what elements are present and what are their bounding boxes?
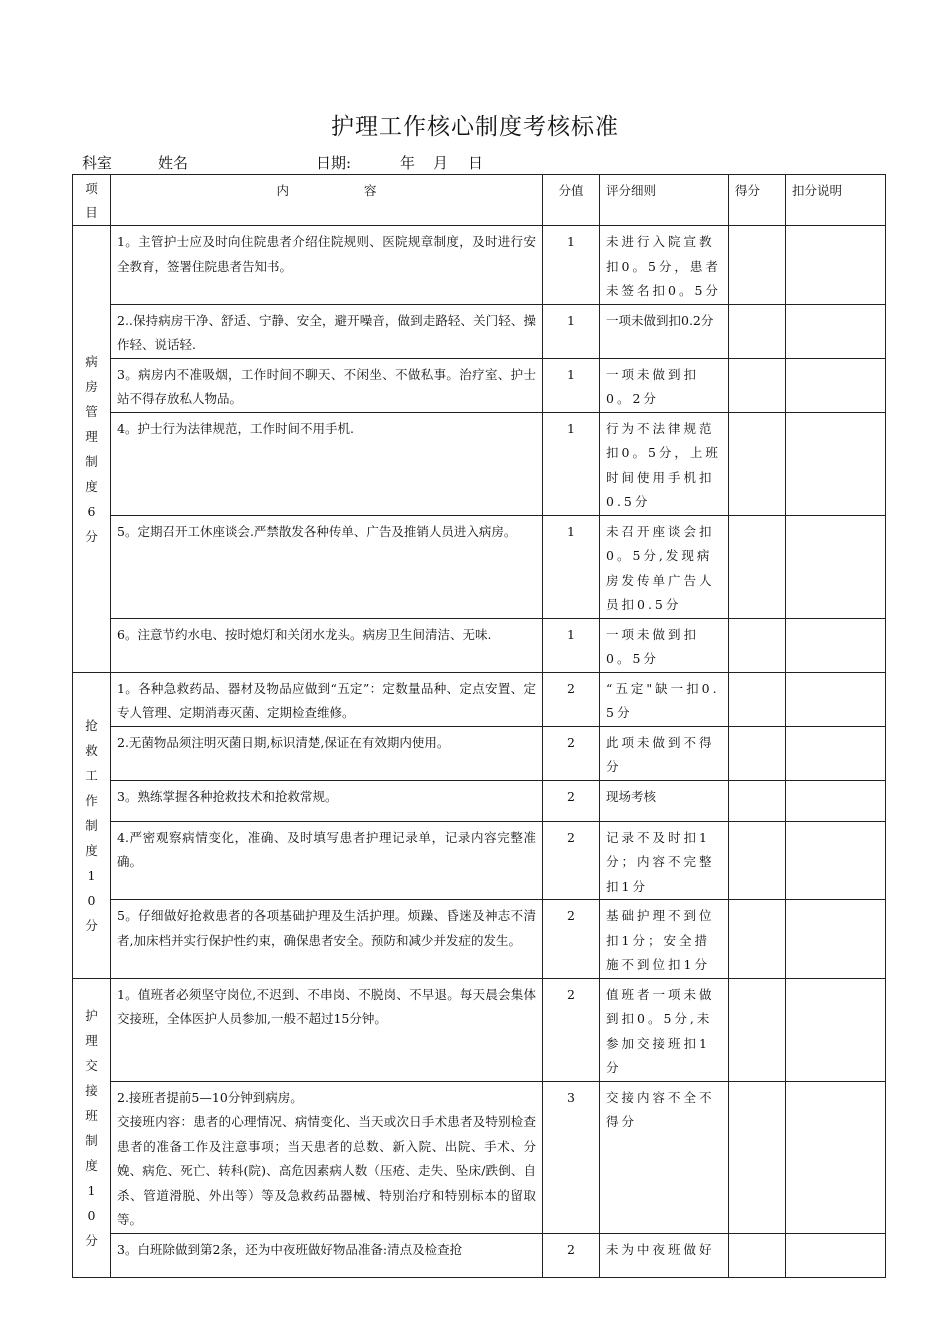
content-cell: 4.严密观察病情变化，准确、及时填写患者护理记录单，记录内容完整准确。 [111, 821, 543, 900]
score-cell: 2 [543, 821, 600, 900]
score-cell: 2 [543, 1233, 600, 1277]
score-cell: 1 [543, 358, 600, 412]
got-cell[interactable] [729, 900, 786, 979]
got-cell[interactable] [729, 780, 786, 821]
score-cell: 2 [543, 672, 600, 726]
content-cell: 4。护士行为法律规范，工作时间不用手机. [111, 412, 543, 515]
header-item: 项目 [73, 175, 111, 226]
deduct-note-cell[interactable] [786, 978, 886, 1081]
criteria-cell: 未召开座谈会扣0。5分,发现病房发传单广告人员扣0.5分 [600, 515, 729, 618]
content-cell: 3。病房内不准吸烟，工作时间不聊天、不闲坐、不做私事。治疗室、护士站不得存放私人物品。 [111, 358, 543, 412]
score-cell: 1 [543, 515, 600, 618]
content-cell: 3。熟练掌握各种抢救技术和抢救常规。 [111, 780, 543, 821]
criteria-cell: 未进行入院宣教扣0。5分，患者未签名扣0。5分 [600, 226, 729, 305]
table-row [73, 226, 886, 305]
criteria-cell: 此项未做到不得分 [600, 726, 729, 780]
deduct-note-cell[interactable] [786, 821, 886, 900]
dept-label: 科室 [82, 154, 113, 172]
criteria-cell: 记录不及时扣1分；内容不完整扣1分 [600, 821, 729, 900]
deduct-note-cell[interactable] [786, 672, 886, 726]
deduct-note-cell[interactable] [786, 304, 886, 358]
table-row [73, 515, 886, 618]
got-cell[interactable] [729, 1233, 786, 1277]
deduct-note-cell[interactable] [786, 358, 886, 412]
deduct-note-cell[interactable] [786, 412, 886, 515]
got-cell[interactable] [729, 726, 786, 780]
content-cell: 5。定期召开工休座谈会.严禁散发各种传单、广告及推销人员进入病房。 [111, 515, 543, 618]
content-cell: 3。白班除做到第2条，还为中夜班做好物品准备:清点及检查抢 [111, 1233, 543, 1277]
table-row [73, 412, 886, 515]
deduct-note-cell[interactable] [786, 1233, 886, 1277]
got-cell[interactable] [729, 978, 786, 1081]
deduct-note-cell[interactable] [786, 900, 886, 979]
criteria-cell: 一项未做到扣0。5分 [600, 618, 729, 672]
table-row [73, 1233, 886, 1277]
content-cell: 6。注意节约水电、按时熄灯和关闭水龙头。病房卫生间清洁、无味. [111, 618, 543, 672]
content-cell: 2..保持病房干净、舒适、宁静、安全，避开噪音，做到走路轻、关门轻、操作轻、说话轻. [111, 304, 543, 358]
criteria-cell: 一项未做到扣0.2分 [600, 304, 729, 358]
content-cell: 5。仔细做好抢救患者的各项基础护理及生活护理。烦躁、昏迷及神志不清者,加床档并实行保护性约束，确保患者安全。预防和减少并发症的发生。 [111, 900, 543, 979]
content-cell: 1。各种急救药品、器材及物品应做到“五定”：定数量品种、定点安置、定专人管理、定期消毒灭菌、定期检查维修。 [111, 672, 543, 726]
deduct-note-cell[interactable] [786, 780, 886, 821]
score-cell: 1 [543, 618, 600, 672]
header-criteria: 评分细则 [600, 175, 729, 226]
got-cell[interactable] [729, 358, 786, 412]
criteria-cell: 交接内容不全不得分 [600, 1081, 729, 1233]
got-cell[interactable] [729, 1081, 786, 1233]
score-cell: 2 [543, 900, 600, 979]
content-cell: 1。主管护士应及时向住院患者介绍住院规则、医院规章制度，及时进行安全教育，签署住院患者告知书。 [111, 226, 543, 305]
year-label: 年 [400, 154, 416, 172]
table-row [73, 726, 886, 780]
criteria-cell: 现场考核 [600, 780, 729, 821]
criteria-cell: 未为中夜班做好 [600, 1233, 729, 1277]
table-row [73, 821, 886, 900]
criteria-cell: 值班者一项未做到扣0。5分,未参加交接班扣1分 [600, 978, 729, 1081]
name-label: 姓名 [158, 154, 189, 172]
score-cell: 1 [543, 304, 600, 358]
header-score: 分值 [543, 175, 600, 226]
criteria-cell: 基础护理不到位扣1分；安全措施不到位扣1分 [600, 900, 729, 979]
category-cell: 抢救工作制度10分 [73, 672, 111, 978]
day-label: 日 [468, 154, 484, 172]
table-row [73, 304, 886, 358]
category-cell: 病房管理制度6分 [73, 226, 111, 673]
document-title: 护理工作核心制度考核标准 [331, 114, 619, 140]
content-cell: 2.无菌物品须注明灭菌日期,标识清楚,保证在有效期内使用。 [111, 726, 543, 780]
table-row [73, 780, 886, 821]
category-cell: 护理交接班制度10分 [73, 978, 111, 1277]
assessment-table [72, 174, 886, 1278]
got-cell[interactable] [729, 304, 786, 358]
deduct-note-cell[interactable] [786, 618, 886, 672]
criteria-cell: 一项未做到扣0。2分 [600, 358, 729, 412]
date-label: 日期: [316, 154, 352, 172]
score-cell: 2 [543, 978, 600, 1081]
score-cell: 2 [543, 780, 600, 821]
got-cell[interactable] [729, 412, 786, 515]
content-cell: 1。值班者必须坚守岗位,不迟到、不串岗、不脱岗、不早退。每天晨会集体交接班，全体医护人员参加,一般不超过15分钟。 [111, 978, 543, 1081]
criteria-cell: 行为不法律规范扣0。5分，上班时间使用手机扣0.5分 [600, 412, 729, 515]
table-row [73, 618, 886, 672]
table-row [73, 1081, 886, 1233]
score-cell: 2 [543, 726, 600, 780]
got-cell[interactable] [729, 226, 786, 305]
criteria-cell: “五定"缺一扣0.5分 [600, 672, 729, 726]
table-row [73, 900, 886, 979]
deduct-note-cell[interactable] [786, 226, 886, 305]
score-cell: 1 [543, 226, 600, 305]
deduct-note-cell[interactable] [786, 726, 886, 780]
deduct-note-cell[interactable] [786, 1081, 886, 1233]
table-row [73, 358, 886, 412]
month-label: 月 [433, 154, 449, 172]
table-row [73, 672, 886, 726]
score-cell: 3 [543, 1081, 600, 1233]
header-content: 内 容 [111, 175, 543, 226]
header-got: 得分 [729, 175, 786, 226]
header-deduct-note: 扣分说明 [786, 175, 886, 226]
score-cell: 1 [543, 412, 600, 515]
got-cell[interactable] [729, 672, 786, 726]
content-cell: 2.接班者提前5—10分钟到病房。 交接班内容：患者的心理情况、病情变化、当天或次日手术患者及特别检查患者的准备工作及注意事项；当天患者的总数、新入院、出院、手术、分娩、病危、死亡、转科(院)、高危因素病人数（压疮、走失、坠床/跌倒、自杀、管道滑脱、外出等）等及急救药品器械、特别治疗和特别标本的留取等。 [111, 1081, 543, 1233]
table-row [73, 978, 886, 1081]
got-cell[interactable] [729, 515, 786, 618]
got-cell[interactable] [729, 821, 786, 900]
deduct-note-cell[interactable] [786, 515, 886, 618]
got-cell[interactable] [729, 618, 786, 672]
table-header-row [73, 175, 886, 226]
